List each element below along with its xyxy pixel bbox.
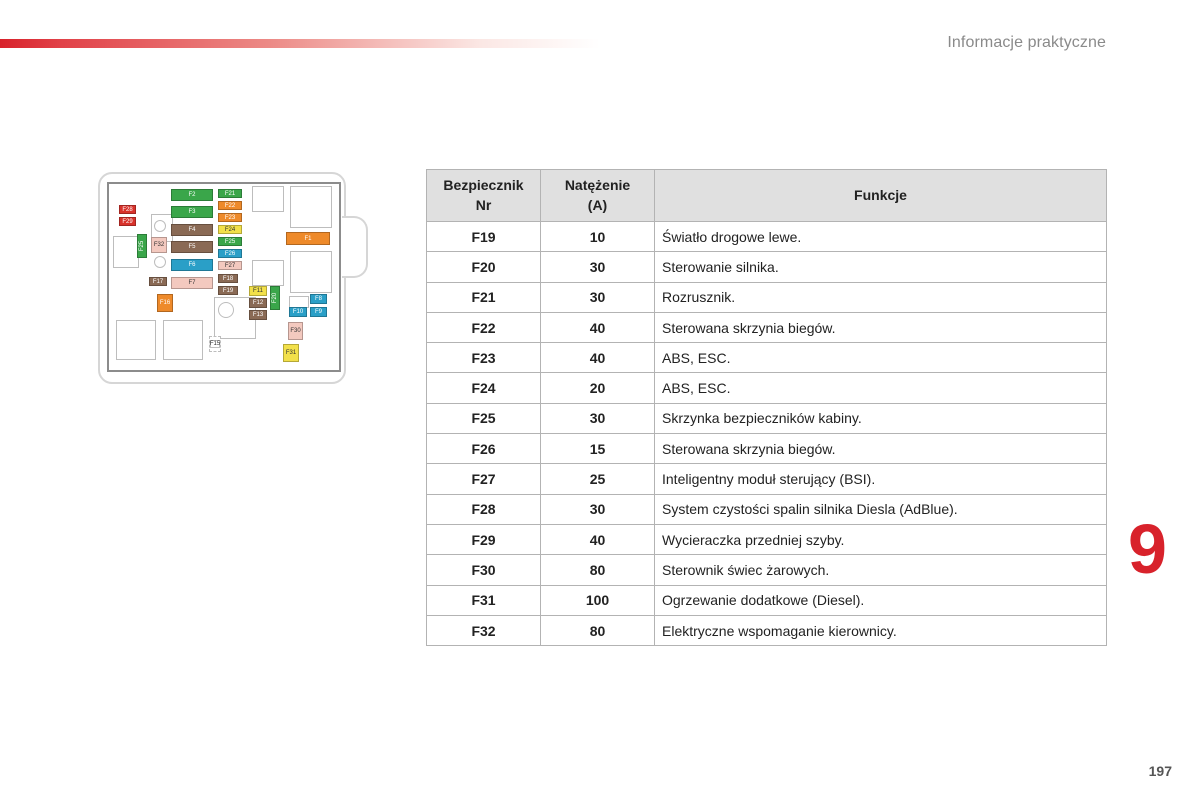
function-cell: Sterowanie silnika. [655, 252, 1107, 282]
fuse: F11 [249, 286, 267, 296]
fuse: F24 [218, 225, 242, 234]
fuse: F3 [171, 206, 213, 218]
column-header-amperage: Natężenie (A) [541, 170, 655, 222]
table-row [427, 403, 1107, 433]
fuse: F1 [286, 232, 330, 245]
fuse: F5 [171, 241, 213, 253]
fuse-number-cell: F24 [427, 373, 541, 403]
fuse-number-cell: F21 [427, 282, 541, 312]
column-header-fuse: Bezpiecznik Nr [427, 170, 541, 222]
function-cell: Sterowana skrzynia biegów. [655, 434, 1107, 464]
fuse: F23 [218, 213, 242, 222]
header-accent-stripe [0, 39, 600, 48]
mounting-circle [218, 302, 234, 318]
fuse: F27 [218, 261, 242, 270]
amperage-cell: 25 [541, 464, 655, 494]
fuse: F21 [218, 189, 242, 198]
mounting-circle [154, 256, 166, 268]
fuse: F25 [137, 234, 147, 258]
fuse-box-diagram [96, 170, 376, 386]
relay-block [290, 251, 332, 293]
fuse-number-cell: F19 [427, 222, 541, 252]
function-cell: Inteligentny moduł sterujący (BSI). [655, 464, 1107, 494]
amperage-cell: 20 [541, 373, 655, 403]
fuse: F12 [249, 298, 267, 308]
column-header-function: Funkcje [655, 170, 1107, 222]
amperage-cell: 40 [541, 343, 655, 373]
table-row [427, 343, 1107, 373]
table-header-row [427, 170, 1107, 222]
fuse: F17 [149, 277, 167, 286]
fuse: F22 [218, 201, 242, 210]
table-row [427, 312, 1107, 342]
function-cell: Wycieraczka przedniej szyby. [655, 524, 1107, 554]
table-row [427, 524, 1107, 554]
fuse: F4 [171, 224, 213, 236]
function-cell: Skrzynka bezpieczników kabiny. [655, 403, 1107, 433]
relay-block [113, 236, 139, 268]
fuse: F31 [283, 344, 299, 362]
fuse: F20 [270, 286, 280, 310]
function-cell: Sterowana skrzynia biegów. [655, 312, 1107, 342]
fuse-box-frame [107, 182, 341, 372]
fuse-number-cell: F31 [427, 585, 541, 615]
function-cell: Światło drogowe lewe. [655, 222, 1107, 252]
table-row [427, 464, 1107, 494]
function-cell: Ogrzewanie dodatkowe (Diesel). [655, 585, 1107, 615]
amperage-cell: 30 [541, 282, 655, 312]
amperage-cell: 15 [541, 434, 655, 464]
relay-block [252, 186, 284, 212]
fuse-number-cell: F28 [427, 494, 541, 524]
fuse-number-cell: F32 [427, 615, 541, 645]
function-cell: Rozrusznik. [655, 282, 1107, 312]
amperage-cell: 10 [541, 222, 655, 252]
amperage-cell: 30 [541, 252, 655, 282]
mounting-circle [154, 220, 166, 232]
table-row [427, 282, 1107, 312]
fuse-box-tab [342, 216, 368, 278]
fuse: F25 [218, 237, 242, 246]
relay-block [252, 260, 284, 286]
amperage-cell: 100 [541, 585, 655, 615]
fuse-number-cell: F29 [427, 524, 541, 554]
amperage-cell: 80 [541, 555, 655, 585]
table-row [427, 615, 1107, 645]
fuse-table [426, 169, 1107, 646]
fuse: F2 [171, 189, 213, 201]
amperage-cell: 40 [541, 524, 655, 554]
fuse: F30 [288, 322, 303, 340]
fuse-number-cell: F20 [427, 252, 541, 282]
fuse: F19 [218, 286, 238, 295]
fuse: F13 [249, 310, 267, 320]
function-cell: Elektryczne wspomaganie kierownicy. [655, 615, 1107, 645]
table-row [427, 585, 1107, 615]
fuse: F29 [119, 217, 136, 226]
function-cell: Sterownik świec żarowych. [655, 555, 1107, 585]
fuse: F8 [310, 294, 327, 304]
fuse: F10 [289, 307, 307, 317]
fuse: F18 [218, 274, 238, 283]
section-title: Informacje praktyczne [947, 34, 1106, 51]
fuse: F32 [151, 237, 167, 253]
amperage-cell: 80 [541, 615, 655, 645]
amperage-cell: 40 [541, 312, 655, 342]
table-row [427, 373, 1107, 403]
relay-block [116, 320, 156, 360]
fuse-number-cell: F27 [427, 464, 541, 494]
amperage-cell: 30 [541, 403, 655, 433]
relay-block [163, 320, 203, 360]
fuse-number-cell: F22 [427, 312, 541, 342]
function-cell: ABS, ESC. [655, 373, 1107, 403]
function-cell: System czystości spalin silnika Diesla (AdBlue). [655, 494, 1107, 524]
fuse: F26 [218, 249, 242, 258]
fuse: F9 [310, 307, 327, 317]
fuse: F7 [171, 277, 213, 289]
table-row [427, 222, 1107, 252]
table-row [427, 555, 1107, 585]
fuse-number-cell: F23 [427, 343, 541, 373]
fuse: F28 [119, 205, 136, 214]
fuse: F15 [209, 341, 221, 347]
page-number: 197 [1148, 763, 1172, 779]
fuse-number-cell: F26 [427, 434, 541, 464]
table-row [427, 252, 1107, 282]
function-cell: ABS, ESC. [655, 343, 1107, 373]
amperage-cell: 30 [541, 494, 655, 524]
fuse: F16 [157, 294, 173, 312]
table-row [427, 494, 1107, 524]
table-row [427, 434, 1107, 464]
fuse-number-cell: F25 [427, 403, 541, 433]
chapter-number: 9 [1128, 510, 1167, 588]
fuse-number-cell: F30 [427, 555, 541, 585]
relay-block [290, 186, 332, 228]
fuse: F6 [171, 259, 213, 271]
